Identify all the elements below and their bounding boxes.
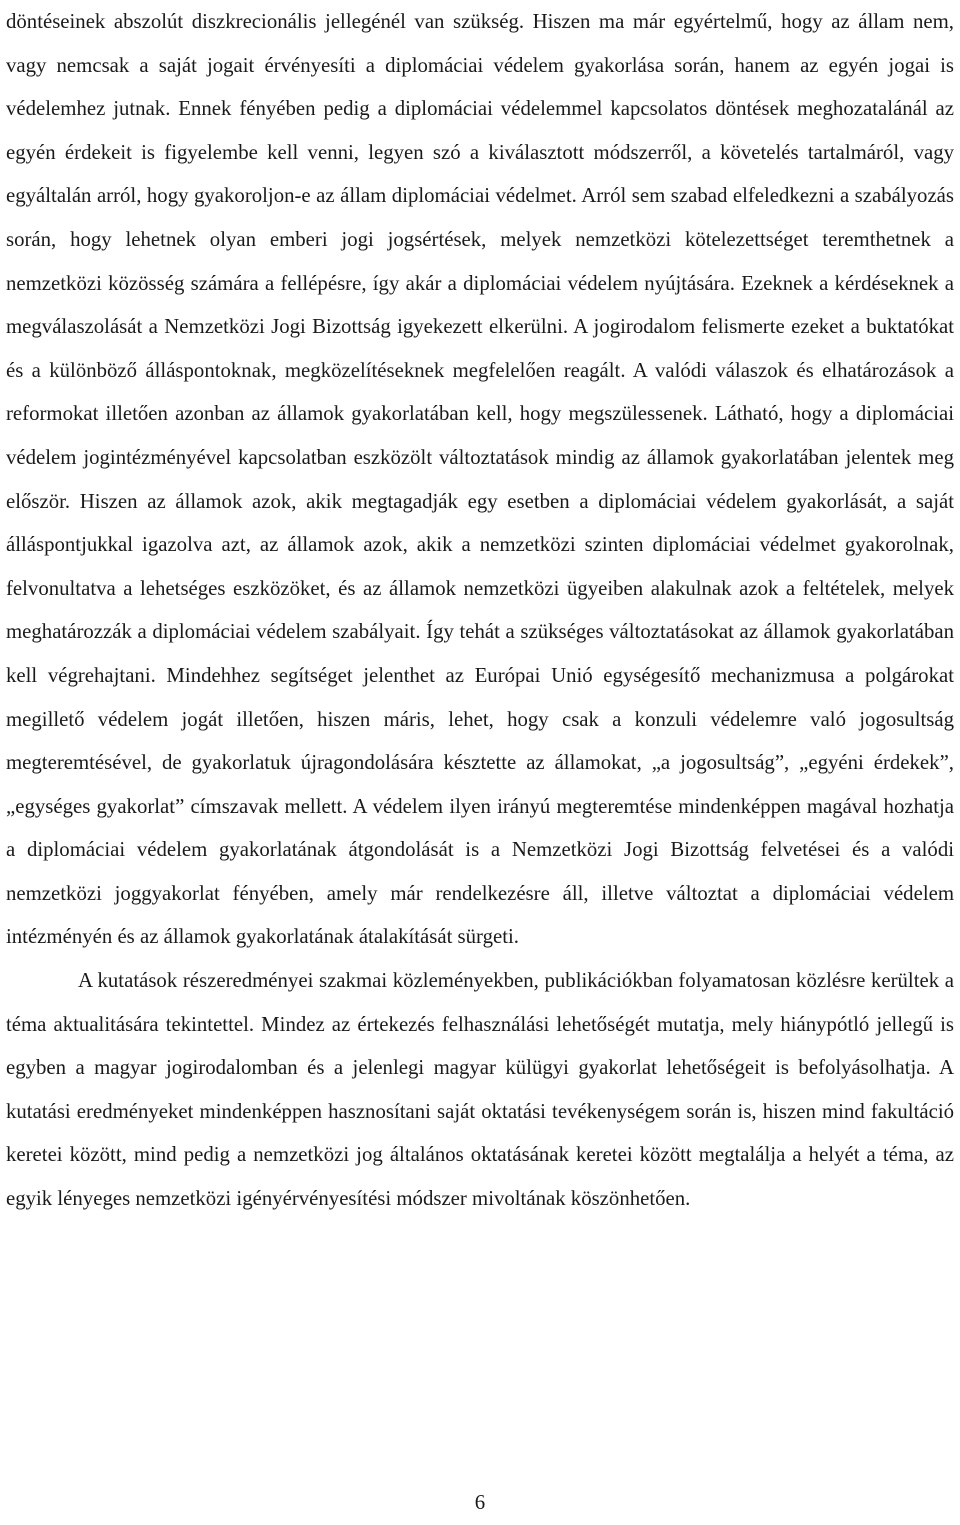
body-paragraph-2: A kutatások részeredményei szakmai közleményekben, publikációkban folyamatosan közlésre kerültek a téma aktualitására tekintettel. Mindez az értekezés felhasználási lehetőségét mutatja, mely hiánypótló jellegű is egyben a magyar jogirodalomban és a jelenlegi magyar külügyi gyakorlat lehetőségeit is befolyásolhatja. A kutatási eredményeket mindenképpen hasznosítani saját oktatási tevékenységem során is, hiszen mind fakultáció keretei között, mind pedig a nemzetközi jog általános oktatásának keretei között megtalálja a helyét a téma, az egyik lényeges nemzetközi igényérvényesítési módszer mivoltának köszönhetően. <box>6 969 954 1211</box>
document-page <box>6 0 954 1221</box>
body-paragraph-1: döntéseinek abszolút diszkrecionális jellegénél van szükség. Hiszen ma már egyértelmű, hogy az állam nem, vagy nemcsak a saját jogait érvényesíti a diplomáciai védelem gyakorlása során, hanem az egyén jogai is védelemhez jutnak. Ennek fényében pedig a diplomáciai védelemmel kapcsolatos döntések meghozatalánál az egyén érdekeit is figyelembe kell venni, legyen szó a kiválasztott módszerről, a követelés tartalmáról, vagy egyáltalán arról, hogy gyakoroljon-e az állam diplomáciai védelmet. Arról sem szabad elfeledkezni a szabályozás során, hogy lehetnek olyan emberi jogi jogsértések, melyek nemzetközi kötelezettséget teremthetnek a nemzetközi közösség számára a fellépésre, így akár a diplomáciai védelem nyújtására. Ezeknek a kérdéseknek a megválaszolását a Nemzetközi Jogi Bizottság igyekezett elkerülni. A jogirodalom felismerte ezeket a buktatókat és a különböző álláspontoknak, megközelítéseknek megfelelően reagált. A valódi válaszok és elhatározások a reformokat illetően azonban az államok gyakorlatában kell, hogy megszülessenek. Látható, hogy a diplomáciai védelem jogintézményével kapcsolatban eszközölt változtatások mindig az államok gyakorlatában jelentek meg először. Hiszen az államok azok, akik megtagadják egy esetben a diplomáciai védelem gyakorlását, a saját álláspontjukkal igazolva azt, az államok azok, akik a nemzetközi szinten diplomáciai védelmet gyakorolnak, felvonultatva a lehetséges eszközöket, és az államok nemzetközi ügyeiben alakulnak azok a feltételek, melyek meghatározzák a diplomáciai védelem szabályait. Így tehát a szükséges változtatásokat az államok gyakorlatában kell végrehajtani. Mindehhez segítséget jelenthet az Európai Unió egységesítő mechanizmusa a polgárokat megillető védelem jogát illetően, hiszen máris, lehet, hogy csak a konzuli védelemre való jogosultság megteremtésével, de gyakorlatuk újragondolására késztette az államokat, „a jogosultság”, „egyéni érdekek”, „egységes gyakorlat” címszavak mellett. A védelem ilyen irányú megteremtése mindenképpen magával hozhatja a diplomáciai védelem gyakorlatának átgondolását is a Nemzetközi Jogi Bizottság felvetései és a valódi nemzetközi joggyakorlat fényében, amely már rendelkezésre áll, illetve változtat a diplomáciai védelem intézményén és az államok gyakorlatának átalakítását sürgeti. <box>6 10 954 949</box>
page-number: 6 <box>474 1491 486 1514</box>
